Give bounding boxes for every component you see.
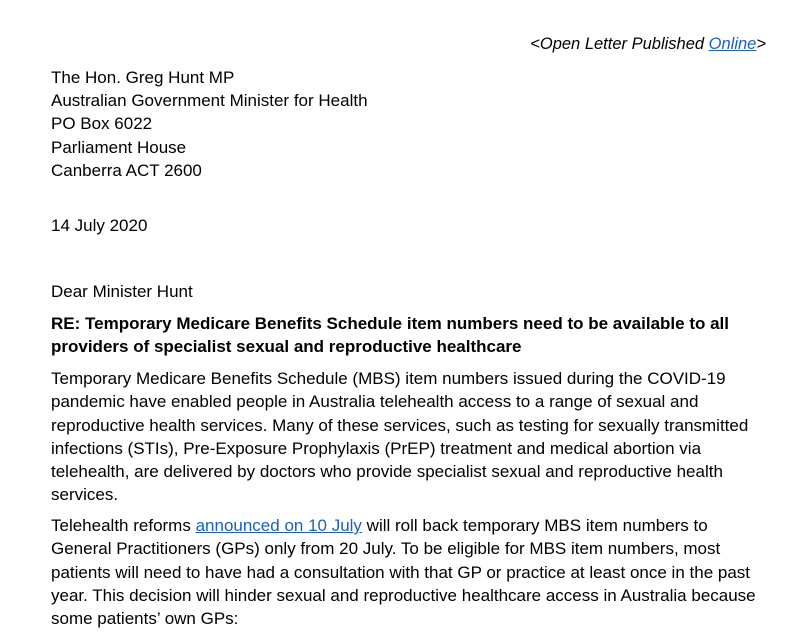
address-line-name: The Hon. Greg Hunt MP xyxy=(51,68,235,87)
body-paragraph-1: Temporary Medicare Benefits Schedule (MBS) item numbers issued during the COVID-19 pandemic have enabled people in Australia telehealth access to a range of sexual and reproductive health services. Many of these services, such as testing for sexually transmitted infections (STIs), Pre-Exposure Prophylaxis (PrEP) treatment and medical abortion via telehealth, are delivered by doctors who provide specialist sexual and reproductive health services. xyxy=(51,369,749,505)
body-paragraph-2 xyxy=(51,514,761,630)
publication-note-prefix: <Open Letter Published xyxy=(530,35,709,53)
paragraph-2-intro: Telehealth reforms xyxy=(51,516,196,535)
salutation: Dear Minister Hunt xyxy=(51,282,193,301)
announcement-link[interactable]: announced on 10 July xyxy=(195,516,362,535)
subject-line: RE: Temporary Medicare Benefits Schedule item numbers need to be available to all providers of specialist sexual and reproductive healthcare xyxy=(51,314,729,356)
publication-note xyxy=(530,35,766,54)
address-line-title: Australian Government Minister for Health xyxy=(51,91,368,111)
recipient-address xyxy=(51,66,771,182)
paragraph-2-body: will roll back temporary MBS item numbers to General Practitioners (GPs) only from 20 July. To be eligible for MBS item numbers, most patients will need to have had a consultation with that GP or practice at least once in the past year. This decision will hinder sexual and reproductive healthcare access in Australia because some patients’ own GPs: xyxy=(51,516,756,629)
online-link[interactable]: Online xyxy=(708,35,757,53)
address-line-po-box: PO Box 6022 xyxy=(51,114,153,134)
address-line-building: Parliament House xyxy=(51,137,187,157)
address-line-city: Canberra ACT 2600 xyxy=(51,160,202,180)
letter-date: 14 July 2020 xyxy=(51,216,148,235)
publication-note-suffix: > xyxy=(756,35,766,53)
